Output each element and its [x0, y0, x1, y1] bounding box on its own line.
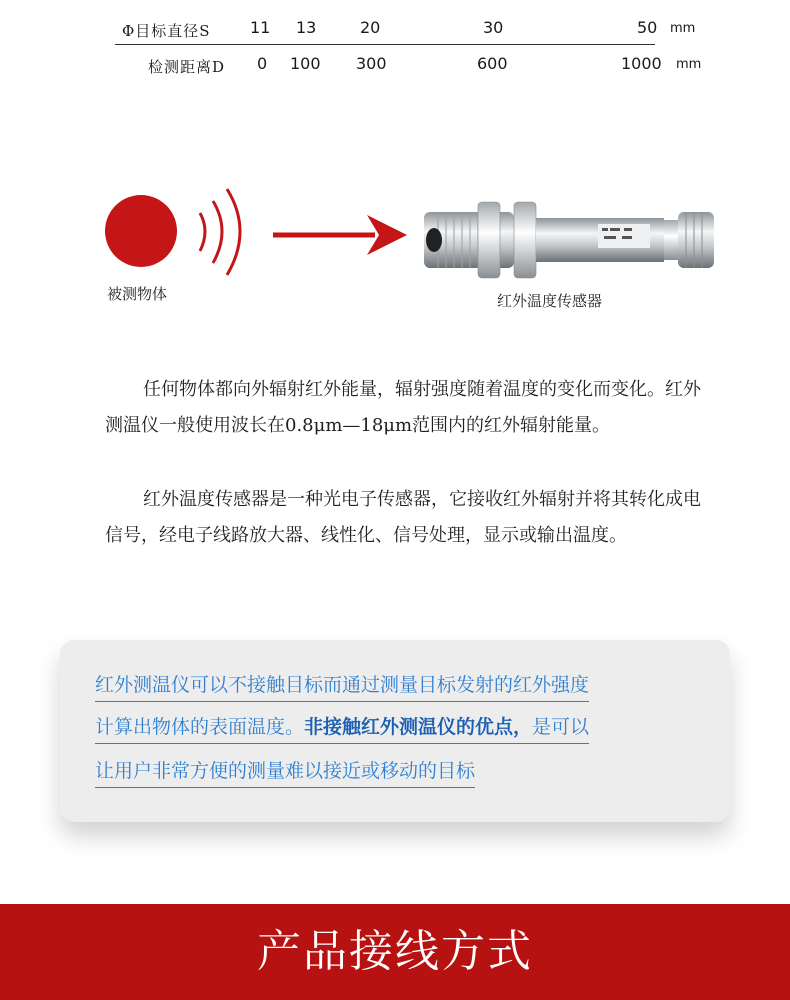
spec-unit: mm: [676, 57, 702, 72]
sensor-label: 红外温度传感器: [497, 292, 603, 310]
spec-value: 11: [250, 18, 271, 37]
banner-title: 产品接线方式: [257, 926, 533, 977]
spec-value: 20: [360, 18, 381, 37]
object-label: 被测物体: [107, 285, 168, 303]
spec-row-distance: [0, 54, 790, 84]
highlight-text: 是可以: [532, 716, 590, 738]
intro-paragraph: 任何物体都向外辐射红外能量，辐射强度随着温度的变化而变化。红外测温仪一般使用波长在0.8μm—18μm范围内的红外辐射能量。: [105, 379, 701, 436]
spec-value: 1000: [621, 54, 662, 73]
highlight-line-3: 让用户非常方便的测量难以接近或移动的目标: [95, 756, 475, 788]
highlight-text: 计算出物体的表面温度。: [95, 716, 305, 738]
highlight-line-1: 红外测温仪可以不接触目标而通过测量目标发射的红外强度: [95, 670, 589, 702]
radiation-wave-icon: [200, 213, 205, 251]
spec-value: 600: [477, 54, 508, 73]
emission-graphic: [95, 185, 425, 285]
spec-label-diameter: Φ目标直径S: [122, 22, 211, 40]
radiation-wave-icon: [213, 201, 222, 263]
radiation-wave-icon: [227, 189, 240, 275]
target-object-circle: [105, 195, 177, 267]
spec-value: 30: [483, 18, 504, 37]
highlight-line-2: [95, 712, 589, 744]
spec-unit: mm: [670, 21, 696, 36]
spec-divider: [115, 44, 655, 45]
highlight-bold-advantage: 非接触红外测温仪的优点，: [304, 716, 533, 738]
spec-value: 0: [257, 54, 268, 73]
spec-value: 50: [637, 18, 658, 37]
spec-label-distance: 检测距离D: [148, 58, 226, 76]
spec-value: 300: [356, 54, 387, 73]
spec-value: 100: [290, 54, 321, 73]
sensor-paragraph: 红外温度传感器是一种光电子传感器，它接收红外辐射并将其转化成电信号，经电子线路放大器、线性化、信号处理，显示或输出温度。: [105, 489, 701, 546]
sensor-image: [418, 190, 723, 290]
section-banner: [0, 904, 790, 1000]
spec-value: 13: [296, 18, 317, 37]
